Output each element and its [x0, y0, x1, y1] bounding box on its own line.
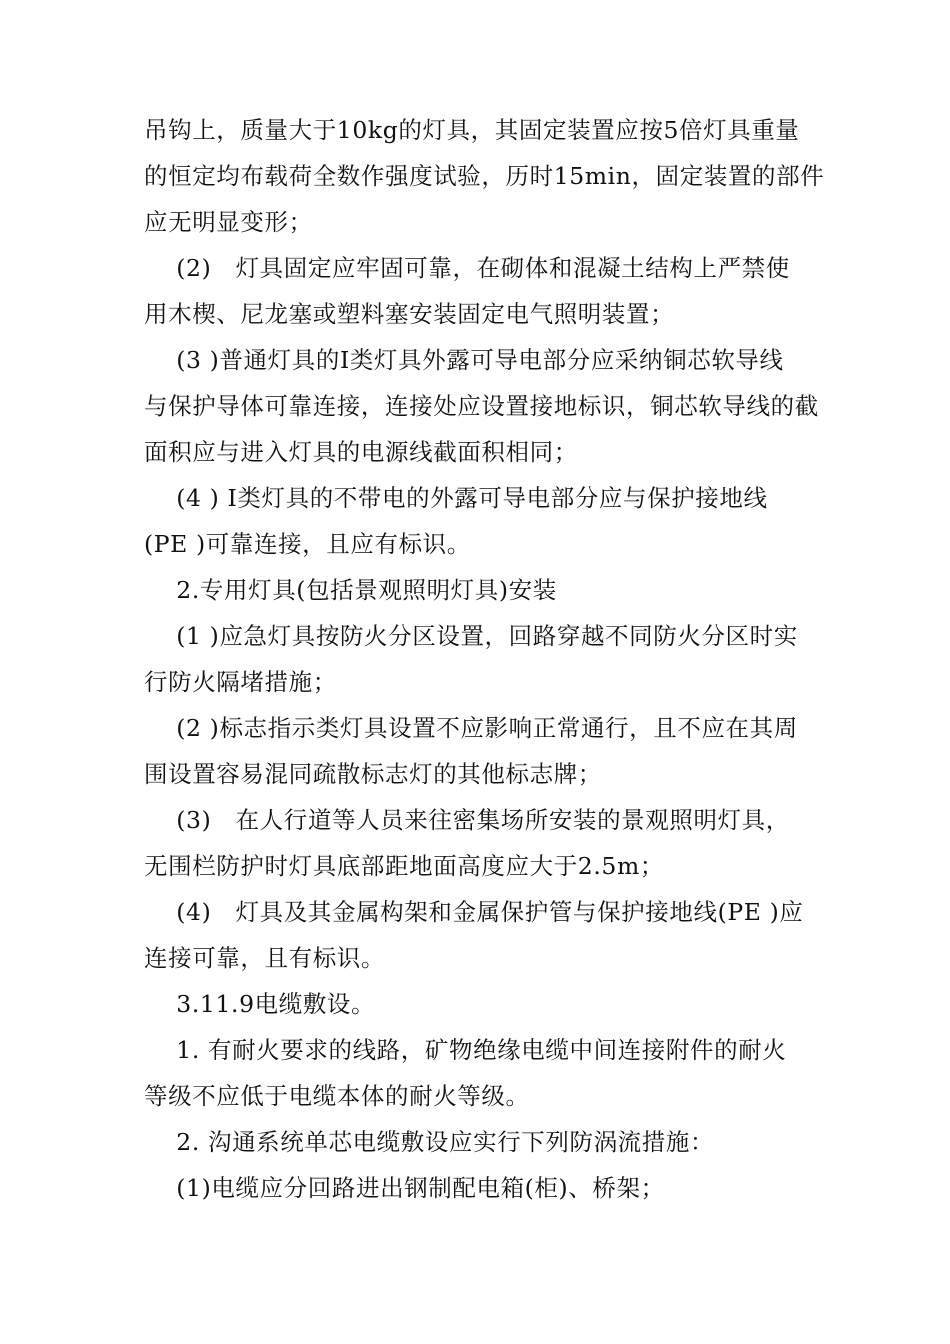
- text-line: (3) 在人行道等人员来往密集场所安装的景观照明灯具，: [144, 806, 790, 834]
- document-body: [144, 107, 844, 1211]
- text-line: (PE )可靠连接，且应有标识。: [144, 530, 471, 558]
- section-heading: 2.专用灯具(包括景观照明灯具)安装: [144, 576, 557, 604]
- text-line: (3 )普通灯具的Ⅰ类灯具外露可导电部分应采纳铜芯软导线: [144, 346, 784, 374]
- text-line: 等级不应低于电缆本体的耐火等级。: [144, 1082, 530, 1110]
- text-line: 围设置容易混同疏散标志灯的其他标志牌；: [144, 760, 602, 788]
- text-line: (4 ) Ⅰ类灯具的不带电的外露可导电部分应与保护接地线: [144, 484, 768, 512]
- text-line: (2) 灯具固定应牢固可靠，在砌体和混凝土结构上严禁使: [144, 254, 790, 282]
- text-line: 行防火隔堵措施；: [144, 668, 337, 696]
- text-line: 面积应与进入灯具的电源线截面积相同；: [144, 438, 578, 466]
- text-line: 与保护导体可靠连接，连接处应设置接地标识，铜芯软导线的截: [144, 392, 819, 420]
- text-line: 吊钩上，质量大于10kg的灯具，其固定装置应按5倍灯具重量: [144, 116, 800, 144]
- text-line: 的恒定均布载荷全数作强度试验，历时15min，固定装置的部件: [144, 162, 825, 190]
- section-heading: 3.11.9电缆敷设。: [144, 990, 376, 1018]
- text-line: 应无明显变形；: [144, 208, 313, 236]
- text-line: 无围栏防护时灯具底部距地面高度应大于2.5m；: [144, 852, 664, 880]
- text-line: (2 )标志指示类灯具设置不应影响正常通行，且不应在其周: [144, 714, 798, 742]
- text-line: (1)电缆应分回路进出钢制配电箱(柜)、桥架；: [144, 1174, 665, 1202]
- text-line: (1 )应急灯具按防火分区设置，回路穿越不同防火分区时实: [144, 622, 798, 650]
- text-line: 1. 有耐火要求的线路，矿物绝缘电缆中间连接附件的耐火: [144, 1036, 787, 1064]
- text-line: 连接可靠，且有标识。: [144, 944, 385, 972]
- text-line: 用木楔、尼龙塞或塑料塞安装固定电气照明装置；: [144, 300, 675, 328]
- text-line: 2. 沟通系统单芯电缆敷设应实行下列防涡流措施：: [144, 1128, 715, 1156]
- text-line: (4) 灯具及其金属构架和金属保护管与保护接地线(PE )应: [144, 898, 804, 926]
